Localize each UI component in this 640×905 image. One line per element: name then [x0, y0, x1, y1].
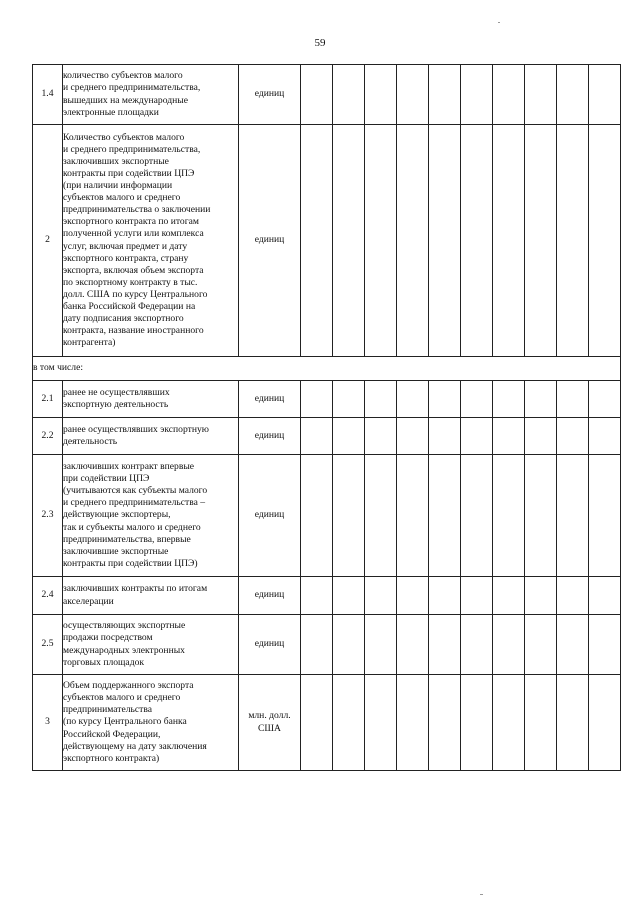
value-cell	[429, 418, 461, 455]
value-cell	[333, 455, 365, 577]
value-cell	[333, 381, 365, 418]
value-cell	[397, 418, 429, 455]
scan-speck	[498, 22, 500, 23]
value-cell	[461, 577, 493, 615]
indicator-description: Объем поддержанного экспорта субъектов малого и среднего предпринимательства (по курсу Центрального банка Российской Федерации, действующему на дату заключения экспортного контракта)	[63, 675, 239, 771]
value-cell	[557, 418, 589, 455]
indicator-description: ранее осуществлявших экспортную деятельность	[63, 418, 239, 455]
value-cell	[333, 577, 365, 615]
row-number: 2.3	[33, 455, 63, 577]
table-row	[33, 675, 621, 771]
value-cell	[365, 577, 397, 615]
table-row	[33, 615, 621, 675]
value-cell	[557, 381, 589, 418]
value-cell	[557, 675, 589, 771]
value-cell	[589, 577, 621, 615]
value-cell	[461, 65, 493, 125]
value-cell	[397, 455, 429, 577]
value-cell	[333, 125, 365, 357]
value-cell	[365, 418, 397, 455]
row-number: 3	[33, 675, 63, 771]
unit-of-measure: единиц	[239, 577, 301, 615]
value-cell	[397, 577, 429, 615]
value-cell	[557, 455, 589, 577]
value-cell	[525, 675, 557, 771]
value-cell	[333, 418, 365, 455]
value-cell	[525, 125, 557, 357]
value-cell	[493, 615, 525, 675]
table-row	[33, 577, 621, 615]
value-cell	[461, 675, 493, 771]
value-cell	[557, 577, 589, 615]
value-cell	[493, 125, 525, 357]
row-number: 2.5	[33, 615, 63, 675]
indicator-description: количество субъектов малого и среднего предпринимательства, вышедших на международные электронные площадки	[63, 65, 239, 125]
value-cell	[397, 615, 429, 675]
indicator-description: Количество субъектов малого и среднего предпринимательства, заключивших экспортные контракты при содействии ЦПЭ (при наличии информации субъектов малого и среднего предпринимательства о заключении экспортного контракта по итогам полученной услуги или комплекса услуг, включая предмет и дату экспортного контракта, страну экспорта, включая объем экспорта по экспортному контракту в тыс. долл. США по курсу Центрального банка Российской Федерации на дату подписания экспортного контракта, название иностранного контрагента)	[63, 125, 239, 357]
value-cell	[461, 381, 493, 418]
value-cell	[365, 65, 397, 125]
value-cell	[589, 381, 621, 418]
unit-of-measure: млн. долл. США	[239, 675, 301, 771]
value-cell	[365, 381, 397, 418]
indicator-description: осуществляющих экспортные продажи посредством международных электронных торговых площадок	[63, 615, 239, 675]
value-cell	[557, 615, 589, 675]
value-cell	[301, 381, 333, 418]
value-cell	[365, 125, 397, 357]
value-cell	[429, 125, 461, 357]
scan-speck	[480, 894, 483, 895]
value-cell	[301, 418, 333, 455]
value-cell	[333, 615, 365, 675]
value-cell	[557, 125, 589, 357]
table-row	[33, 381, 621, 418]
value-cell	[301, 615, 333, 675]
value-cell	[365, 615, 397, 675]
value-cell	[365, 675, 397, 771]
value-cell	[493, 675, 525, 771]
value-cell	[589, 65, 621, 125]
unit-of-measure: единиц	[239, 125, 301, 357]
value-cell	[589, 455, 621, 577]
value-cell	[525, 418, 557, 455]
value-cell	[461, 125, 493, 357]
row-number: 1.4	[33, 65, 63, 125]
value-cell	[557, 65, 589, 125]
value-cell	[397, 381, 429, 418]
indicator-description: заключивших контракты по итогам акселерации	[63, 577, 239, 615]
value-cell	[589, 615, 621, 675]
value-cell	[589, 675, 621, 771]
value-cell	[301, 675, 333, 771]
value-cell	[589, 418, 621, 455]
value-cell	[461, 615, 493, 675]
value-cell	[525, 577, 557, 615]
value-cell	[429, 65, 461, 125]
value-cell	[301, 577, 333, 615]
value-cell	[429, 381, 461, 418]
table-row	[33, 125, 621, 357]
table-row	[33, 418, 621, 455]
value-cell	[397, 65, 429, 125]
unit-of-measure: единиц	[239, 455, 301, 577]
value-cell	[365, 455, 397, 577]
value-cell	[429, 675, 461, 771]
indicator-description: ранее не осуществлявших экспортную деятельность	[63, 381, 239, 418]
value-cell	[429, 615, 461, 675]
subheader-row	[33, 357, 621, 381]
value-cell	[493, 65, 525, 125]
indicator-description: заключивших контракт впервые при содействии ЦПЭ (учитываются как субъекты малого и среднего предпринимательства – действующие экспортеры, так и субъекты малого и среднего предпринимательства, впервые заключившие экспортные контракты при содействии ЦПЭ)	[63, 455, 239, 577]
table-row	[33, 455, 621, 577]
subheader-text: в том числе:	[33, 357, 621, 381]
value-cell	[461, 418, 493, 455]
value-cell	[525, 615, 557, 675]
unit-of-measure: единиц	[239, 381, 301, 418]
row-number: 2.2	[33, 418, 63, 455]
unit-of-measure: единиц	[239, 65, 301, 125]
value-cell	[397, 675, 429, 771]
table-row	[33, 65, 621, 125]
unit-of-measure: единиц	[239, 418, 301, 455]
value-cell	[525, 381, 557, 418]
page-number: 59	[314, 37, 326, 49]
value-cell	[301, 125, 333, 357]
value-cell	[493, 577, 525, 615]
value-cell	[461, 455, 493, 577]
value-cell	[589, 125, 621, 357]
value-cell	[429, 577, 461, 615]
value-cell	[525, 455, 557, 577]
value-cell	[333, 65, 365, 125]
value-cell	[333, 675, 365, 771]
row-number: 2.4	[33, 577, 63, 615]
value-cell	[493, 418, 525, 455]
value-cell	[525, 65, 557, 125]
value-cell	[429, 455, 461, 577]
row-number: 2.1	[33, 381, 63, 418]
row-number: 2	[33, 125, 63, 357]
value-cell	[493, 455, 525, 577]
value-cell	[301, 65, 333, 125]
value-cell	[397, 125, 429, 357]
value-cell	[493, 381, 525, 418]
unit-of-measure: единиц	[239, 615, 301, 675]
indicators-table	[32, 64, 621, 771]
value-cell	[301, 455, 333, 577]
